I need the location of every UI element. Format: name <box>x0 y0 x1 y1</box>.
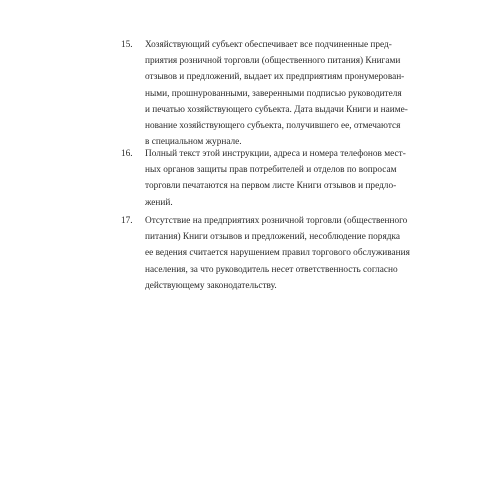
item-number: 15. <box>121 40 133 50</box>
instruction-item-15 <box>121 37 408 150</box>
text-line: в специальном журнале. <box>145 137 242 148</box>
text-line: ее ведения считается нарушением правил торгового обслуживания <box>145 248 410 259</box>
instruction-item-17 <box>121 213 410 294</box>
item-number: 16. <box>121 149 133 159</box>
text-line: жений. <box>145 197 173 208</box>
text-line: ными, прошнурованными, заверенными подписью руководителя <box>145 88 402 99</box>
text-line: питания) Книги отзывов и предложений, несоблюдение порядка <box>145 232 400 243</box>
text-line: ных органов защиты прав потребителей и отделов по вопросам <box>145 165 397 176</box>
text-line: торговли печатаются на первом листе Книги отзывов и предло- <box>145 181 397 192</box>
text-line: Хозяйствующий субъект обеспечивает все подчиненные пред- <box>145 40 392 50</box>
text-line: и печатью хозяйствующего субъекта. Дата выдачи Книги и наиме- <box>145 104 408 115</box>
text-line: Полный текст этой инструкции, адреса и номера телефонов мест- <box>145 149 406 159</box>
instruction-item-16 <box>121 146 406 211</box>
text-line: Отсутствие на предприятиях розничной торговли (общественного <box>145 216 408 226</box>
text-line: отзывов и предложений, выдает их предприятиям пронумерован- <box>145 72 405 83</box>
text-line: действующему законодательству. <box>145 280 277 291</box>
text-line: нование хозяйствующего субъекта, получившего ее, отмечаются <box>145 121 401 132</box>
item-number: 17. <box>121 216 133 226</box>
text-line: населения, за что руководитель несет ответственность согласно <box>145 264 398 275</box>
text-line: приятия розничной торговли (общественного питания) Книгами <box>145 56 401 67</box>
